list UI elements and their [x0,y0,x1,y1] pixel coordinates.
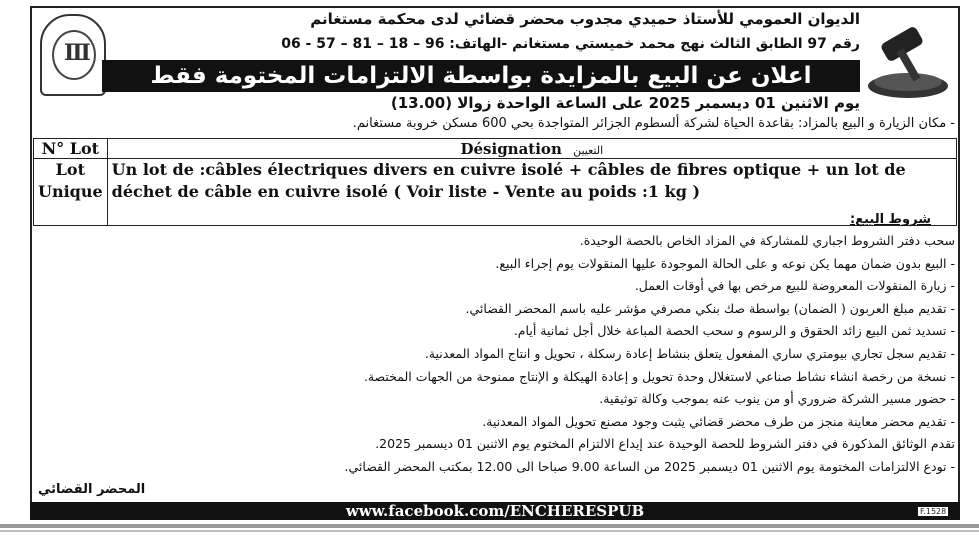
lot-designation: Un lot de :câbles électriques divers en cuivre isolé + câbles de fibres optique + un lot de déchet de câble en cuivre isolé ( Voir liste - Vente au poids :1 kg ) [107,159,956,226]
condition-item: - تقديم سجل تجاري بيومتري ساري المفعول يتعلق بنشاط إعادة رسكلة ، تحويل و انتاج المواد المعدنية. [424,345,955,361]
page-title: اعلان عن البيع بالمزايدة بواسطة الالتزامات المختومة فقط [102,60,860,92]
column-header-designation [107,139,956,159]
condition-item: سحب دفتر الشروط اجباري للمشاركة في المزاد الخاص بالحصة الوحيدة. [579,233,955,248]
condition-item: تقدم الوثائق المذكورة في دفتر الشروط للحصة الوحيدة عند إيداع الالتزام المختوم يوم الاثنين 01 ديسمبر 2025. [375,436,955,452]
footer-link[interactable]: www.facebook.com/ENCHERESPUB [30,502,960,520]
sale-place: - مكان الزيارة و البيع بالمزاد: بقاعدة الحياة لشركة ألسطوم الجزائر المتواجدة بحي 600 مسكن خروبة مستغانم. [352,116,955,131]
condition-item: - نسخة من رخصة انشاء نشاط صناعي لاستغلال وحدة تحويل و إعادة الهيكلة و الإنتاج ممنوحة من الجهات المختصة. [363,368,955,384]
table-row [34,159,957,226]
office-line-name: الديوان العمومي للأستاذ حميدي مجدوب محضر قضائي لدى محكمة مستغانم [310,10,860,28]
designation-label: Désignation [460,139,562,158]
conditions-list [120,230,955,479]
page-divider [0,530,979,532]
lots-table [33,138,957,226]
court-logo: Ⅲ [40,14,106,96]
signature: المحضر القضائي [38,482,146,497]
page-divider [0,524,979,528]
condition-item: - تودع الالتزامات المختومة يوم الاثنين 01 ديسمبر 2025 من الساعة 9.00 صباحا الى 12.00 بمكتب المحضر القضائي. [344,458,955,474]
lot-number: Lot Unique [34,159,108,226]
condition-item: - زيارة المنقولات المعروضة للبيع مرخص بها في أوقات العمل. [634,278,955,294]
conditions-title: شروط البيع: [850,212,932,227]
table-header-row [34,139,957,159]
condition-item: - حضور مسير الشركة ضروري أو من ينوب عنه بموجب وكالة توثيقية. [599,391,955,407]
sale-date: يوم الاثنين 01 ديسمبر 2025 على الساعة الواحدة زوالا (13.00) [390,94,860,112]
office-line-address: رقم 97 الطابق الثالث نهج محمد خميستي مستغانم -الهاتف: 96 – 18 – 81 – 57 - 06 [281,36,860,52]
condition-item: - البيع بدون ضمان مهما يكن نوعه و على الحالة الموجودة عليها المنقولات يوم إجراء البيع. [495,255,955,271]
condition-item: - تسديد ثمن البيع زائد الحقوق و الرسوم و سحب الحصة المباعة خلال أجل ثمانية أيام. [513,323,955,339]
designation-label-ar: التعيين [573,143,604,157]
condition-item: - تقديم محضر معاينة منجز من طرف محضر قضائي يثبت وجود مصنع تحويل المواد المعدنية. [482,413,955,429]
column-header-lot: N° Lot [34,139,108,159]
reference-code: F.1528 [920,507,947,516]
gavel-icon [862,12,954,104]
condition-item: - تقديم مبلغ العربون ( الضمان) بواسطة صك بنكي مصرفي مؤشر عليه باسم المحضر القضائي. [465,300,955,316]
